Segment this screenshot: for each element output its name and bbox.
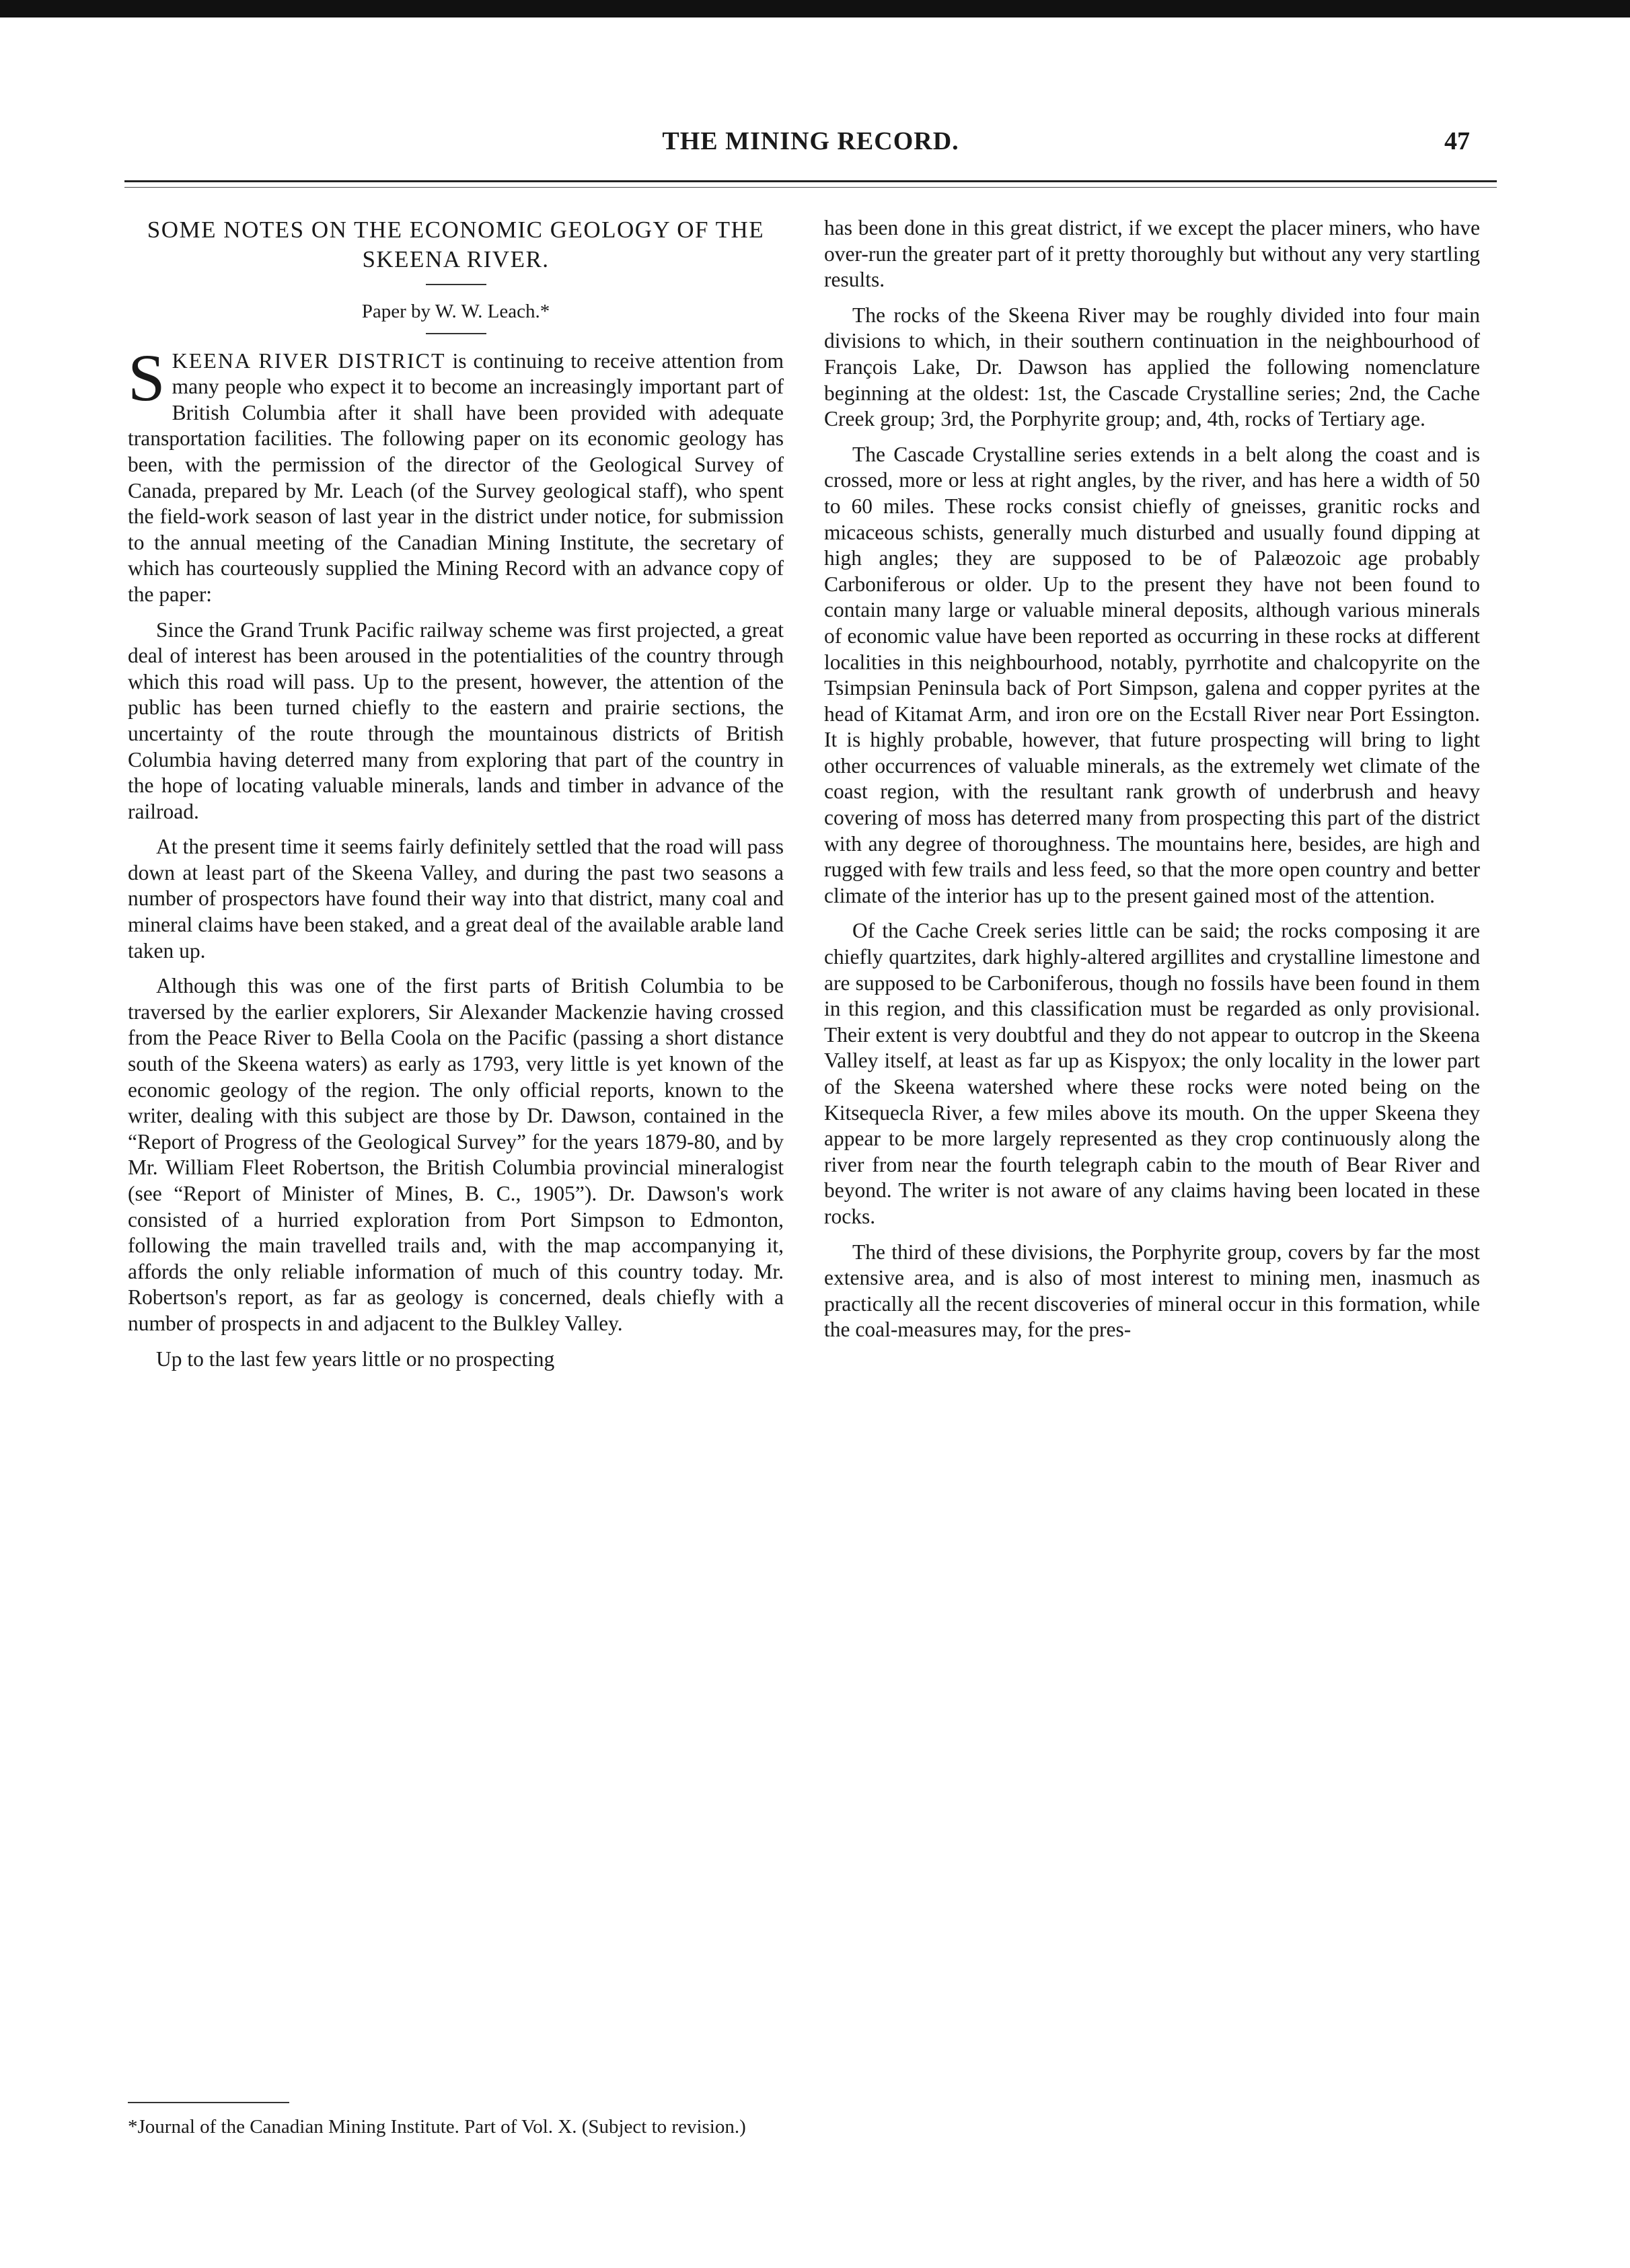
footnote-rule [128, 2102, 289, 2103]
intro-caps: KEENA RIVER DISTRICT [172, 348, 446, 373]
left-column [128, 215, 784, 1382]
page-number: 47 [1444, 127, 1470, 155]
right-column [824, 215, 1480, 1353]
paragraph: Although this was one of the first parts of British Columbia to be traversed by the earlier explorers, Sir Alexander Mackenzie having crossed from the Peace River to Bella Coola on the Pacific (passing a short distance south of the Skeena waters) as early as 1793, very little is yet known of the economic geology of the region. The only official reports, known to the writer, dealing with this subject are those by Dr. Dawson, contained in the “Report of Progress of the Geological Survey” for the years 1879-80, and by Mr. William Fleet Robertson, the British Columbia provincial mineralogist (see “Report of Minister of Mines, B. C., 1905”). Dr. Dawson's work consisted of a hurried exploration from Port Simpson to Edmonton, following the main travelled trails and, with the map accompanying it, affords the only reliable information of much of this country today. Mr. Robertson's report, as far as geology is concerned, deals chiefly with a number of prospects in and adjacent to the Bulkley Valley. [128, 974, 784, 1335]
footnote: *Journal of the Canadian Mining Institute. Part of Vol. X. (Subject to revision.) [128, 2116, 746, 2138]
paragraph: The Cascade Crystalline series extends in a belt along the coast and is crossed, more or less at right angles, by the river, and has here a width of 50 to 60 miles. These rocks consist chiefly of gneisses, granitic rocks and micaceous schists, generally much disturbed and usually found dipping at high angles; they are supposed to be of Palæozoic age probably Carboniferous or older. Up to the present they have not been found to contain many large or valuable mineral deposits, although various minerals of economic value have been reported as occurring in these rocks at different localities in this neighbourhood, notably, pyrrhotite and chalcopyrite on the Tsimpsian Peninsula back of Port Simpson, galena and copper pyrites at the head of Kitamat Arm, and iron ore on the Ecstall River near Port Essington. It is highly probable, however, that future prospecting will bring to light other occurrences of valuable minerals, as the extremely wet climate of the coast region, with the resultant rank growth of underbrush and heavy covering of moss has deterred many from prospecting this part of the district with any degree of thoroughness. The mountains here, besides, are high and rugged with few trails and less feed, so that the more open country and better climate of the interior has up to the present gained most of the attention. [824, 442, 1480, 907]
paragraph: Up to the last few years little or no prospecting [156, 1347, 555, 1371]
intro-text: is continuing to receive attention from many people who expect it to become an increasingly important part of British Columbia after it shall have been provided with adequate transportation facilities. The following paper on its economic geology has been, with the permission of the director of the Geological Survey of Canada, prepared by Mr. Leach (of the Survey geological staff), who spent the field-work season of last year in the district under notice, for submission to the annual meeting of the Canadian Mining Institute, the secretary of which has courteously supplied the Mining Record with an advance copy of the paper: [128, 348, 784, 606]
byline: Paper by W. W. Leach.* [361, 301, 550, 322]
title-rule [426, 284, 486, 285]
header-rule [124, 180, 1497, 182]
paragraph: Since the Grand Trunk Pacific railway scheme was first projected, a great deal of interest has been aroused in the potentialities of the country through which this road will pass. Up to the present, however, the attention of the public has been turned chiefly to the eastern and prairie sections, the uncertainty of the route through the mountainous districts of British Columbia having deterred many from exploring that part of the country in the hope of locating valuable minerals, lands and timber in advance of the railroad. [128, 617, 784, 823]
byline-rule [426, 333, 486, 334]
header-rule-thin [124, 187, 1497, 188]
scan-top-edge [0, 0, 1630, 17]
paragraph: At the present time it seems fairly definitely settled that the road will pass down at least part of the Skeena Valley, and during the past two seasons a number of prospectors have found their way into that district, many coal and mineral claims have been staked, and a great deal of the available arable land taken up. [128, 835, 784, 962]
intro-paragraph [128, 340, 784, 608]
paragraph: The third of these divisions, the Porphyrite group, covers by far the most extensive area, and is also of most interest to mining men, inasmuch as practically all the recent discoveries of mineral occur in this formation, while the coal-measures may, for the pres- [824, 1240, 1480, 1342]
running-title: THE MINING RECORD. [662, 127, 959, 155]
drop-cap: S [128, 340, 165, 415]
article-title: SOME NOTES ON THE ECONOMIC GEOLOGY OF THE SKEENA RIVER. [147, 217, 765, 272]
paragraph: Of the Cache Creek series little can be said; the rocks composing it are chiefly quartzites, dark highly-altered argillites and crystalline limestone and are supposed to be Carboniferous, though no fossils have been found in them in this region, and this classification must be regarded as only provisional. Their extent is very doubtful and they do not appear to outcrop in the Skeena Valley itself, at least as far up as Kispyox; the only locality in the lower part of the Skeena watershed where these rocks were noted being on the Kitsequecla River, a few miles above its mouth. On the upper Skeena they appear to be more largely represented as they crop continuously along the river from near the fourth telegraph cabin to the mouth of Bear River and beyond. The writer is not aware of any claims having been located in these rocks. [824, 919, 1480, 1228]
paragraph: The rocks of the Skeena River may be roughly divided into four main divisions to which, in their southern continuation in the neighbourhood of François Lake, Dr. Dawson has applied the following nomenclature beginning at the oldest: 1st, the Cascade Crystalline series; 2nd, the Cache Creek group; 3rd, the Porphyrite group; and, 4th, rocks of Tertiary age. [824, 303, 1480, 431]
page-header [124, 126, 1497, 167]
paragraph: has been done in this great district, if we except the placer miners, who have over-run the greater part of it pretty thoroughly but without any very startling results. [824, 216, 1480, 292]
